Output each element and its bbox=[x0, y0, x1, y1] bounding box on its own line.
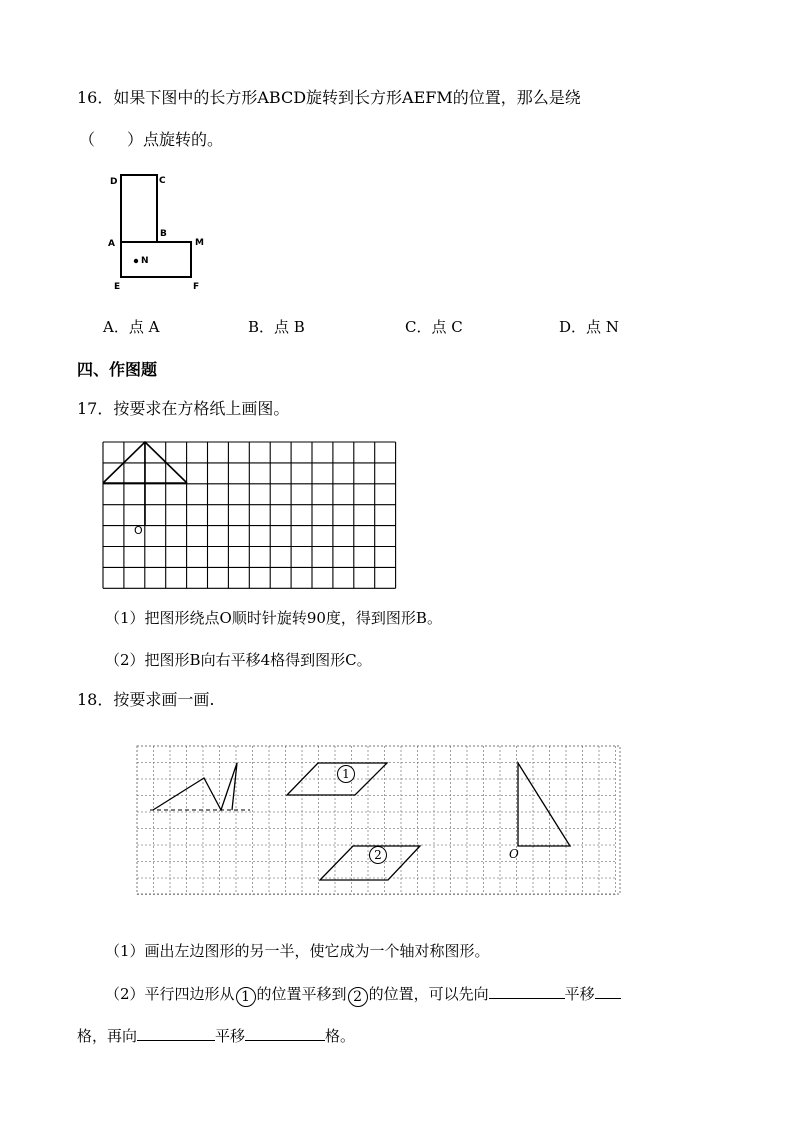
q16-option-c[interactable]: C．点 C bbox=[405, 318, 463, 336]
circled-2: 2 bbox=[348, 987, 368, 1007]
section-title: 四、作图题 bbox=[77, 360, 158, 379]
blank-direction-1[interactable] bbox=[489, 982, 565, 999]
q16-option-a[interactable]: A．点 A bbox=[103, 318, 160, 336]
blank-direction-2[interactable] bbox=[137, 1024, 215, 1041]
q17-text: 按要求在方格纸上画图。 bbox=[113, 399, 290, 418]
half-figure bbox=[153, 763, 237, 810]
q18-sub2-line2: 格，再向 平移 格。 bbox=[77, 1024, 355, 1046]
circled-1: 1 bbox=[236, 987, 256, 1007]
shape2-label: 2 bbox=[369, 846, 387, 864]
label-m: M bbox=[195, 238, 204, 248]
label-b: B bbox=[160, 229, 167, 239]
label-e: E bbox=[114, 282, 121, 292]
q16-answer-paren[interactable]: （ ） bbox=[79, 130, 144, 149]
shape1-label: 1 bbox=[337, 765, 355, 783]
blank-steps-2[interactable] bbox=[245, 1024, 325, 1041]
q16-option-b[interactable]: B．点 B bbox=[248, 318, 305, 336]
label-c: C bbox=[159, 176, 166, 186]
q16-number: 16． bbox=[77, 88, 114, 107]
label-n: N bbox=[141, 256, 149, 266]
q17-number: 17． bbox=[77, 399, 114, 418]
q18-text: 按要求画一画. bbox=[113, 690, 215, 709]
q16-text-2: 点旋转的。 bbox=[143, 130, 224, 149]
q18-sub1: （1）画出左边图形的另一半，使它成为一个轴对称图形。 bbox=[105, 942, 490, 960]
q16-text: 如果下图中的长方形ABCD旋转到长方形AEFM的位置，那么是绕 bbox=[113, 88, 581, 107]
label-d: D bbox=[110, 177, 118, 187]
q16-option-d[interactable]: D．点 N bbox=[559, 318, 619, 336]
q17-sub2: （2）把图形B向右平移4格得到图形C。 bbox=[105, 651, 372, 669]
label-a: A bbox=[108, 239, 115, 249]
q18-point-o: O bbox=[509, 847, 519, 861]
blank-steps-1[interactable] bbox=[595, 982, 621, 999]
label-f: F bbox=[193, 282, 200, 292]
q17-point-o: O bbox=[134, 524, 143, 537]
q18-sub2-line1: （2）平行四边形从 1 的位置平移到 2 的位置，可以先向 平移 bbox=[105, 982, 621, 1007]
q17-sub1: （1）把图形绕点O顺时针旋转90度，得到图形B。 bbox=[105, 609, 442, 627]
right-triangle bbox=[518, 763, 570, 846]
q18-number: 18． bbox=[77, 690, 114, 709]
